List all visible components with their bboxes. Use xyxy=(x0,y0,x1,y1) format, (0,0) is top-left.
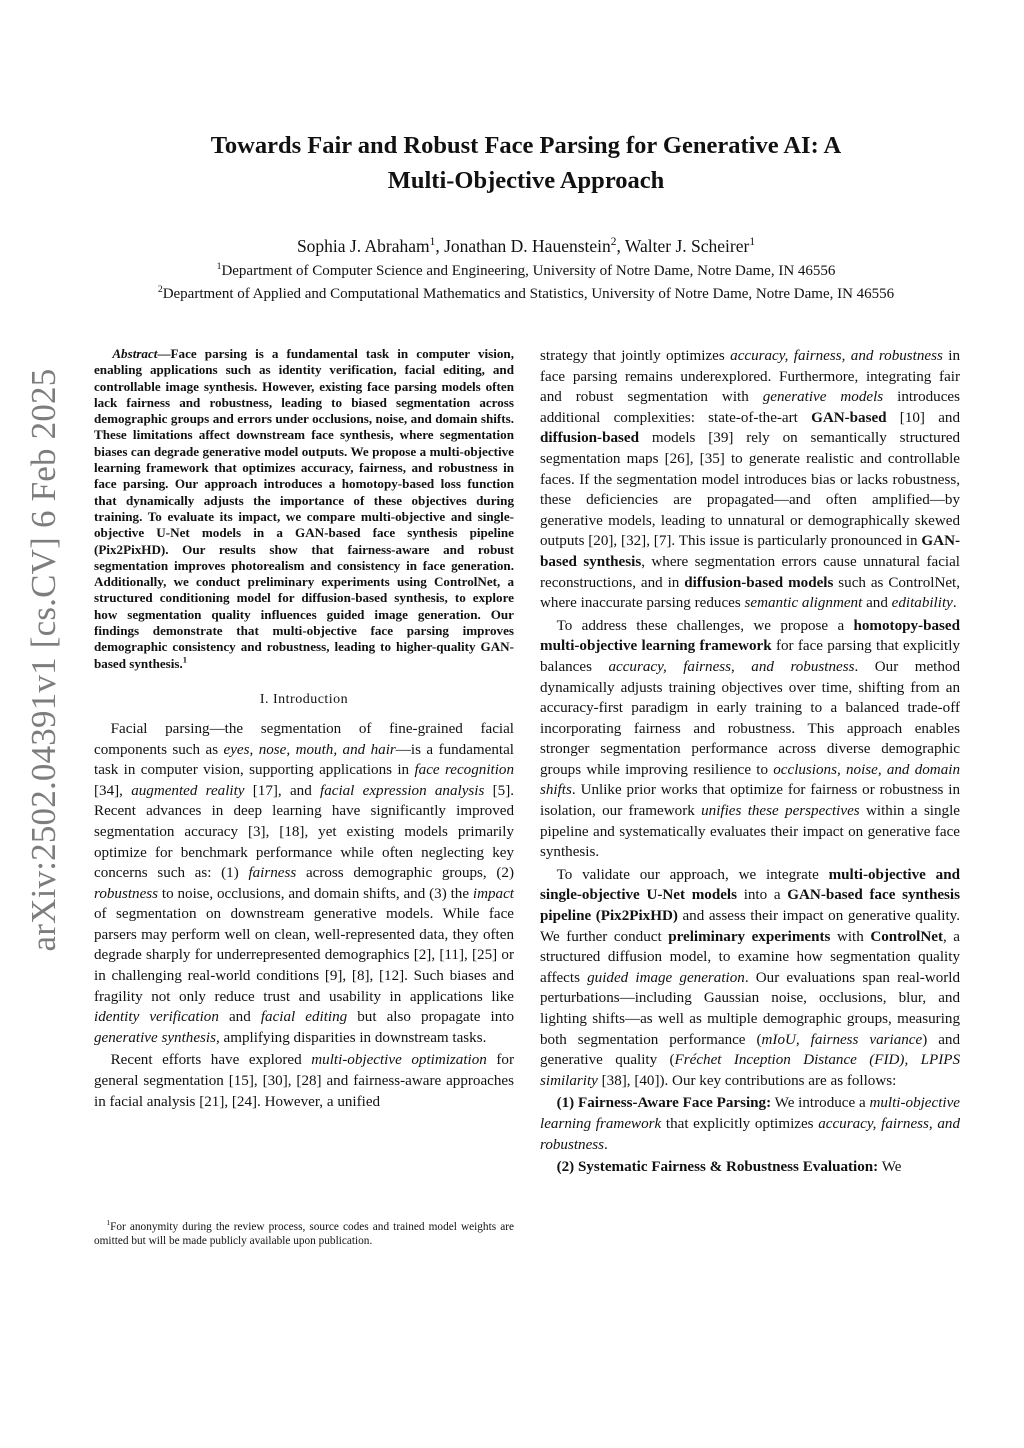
left-column xyxy=(94,346,514,1114)
text-run: . Unlike prior works that optimize for fairness or robustness in isolation, our framework xyxy=(540,782,960,820)
section-heading-introduction: I. Introduction xyxy=(259,691,349,707)
text-run: such as ControlNet, where inaccurate parsing reduces xyxy=(540,574,961,612)
abstract-footnote-mark: 1 xyxy=(182,654,188,665)
text-run: models [39] rely on semantically structured segmentation maps [26], [35] to generate realistic and controllable faces. If the segmentation model introduces bias or lacks robustness, these deficiencies are propagated—and often amplified—by generative models, leading to unnatural or demographically skewed outputs [20], [32], [7]. This issue is particularly pronounced in xyxy=(540,430,960,550)
affiliation-text: Department of Applied and Computational Mathematics and Statistics, University of Notre Dame, Notre Dame, IN 46556 xyxy=(162,286,895,302)
contribution-2 xyxy=(540,1157,960,1178)
text-run: diffusion-based models xyxy=(684,574,834,591)
text-run: GAN-based synthesis xyxy=(540,533,960,570)
text-run: strategy that jointly optimizes xyxy=(540,348,731,364)
intro-paragraph-3 xyxy=(540,346,960,614)
text-run: within a single pipeline and systematically evaluates their impact on generative face synthesis. xyxy=(540,803,960,861)
intro-paragraph-5 xyxy=(540,865,960,1092)
arxiv-stamp-text: arXiv:2502.04391v1 [cs.CV] 6 Feb 2025 xyxy=(24,368,63,952)
text-run: for general segmentation [15], [30], [28] and fairness-aware approaches in facial analysis [21], [24]. However, a unified xyxy=(94,1052,515,1110)
text-run: introduces additional complexities: state-of-the-art xyxy=(540,389,960,426)
intro-paragraph-1 xyxy=(94,719,514,1049)
text-run: and xyxy=(218,1009,261,1026)
title-line-2: Multi-Objective Approach xyxy=(387,167,665,194)
author-separator: , xyxy=(616,236,625,256)
text-run: [38], [40]). Our key contributions are as follows: xyxy=(597,1072,897,1089)
text-run: robustness xyxy=(94,885,159,902)
text-run: GAN-based xyxy=(811,409,887,426)
intro-paragraph-4 xyxy=(540,616,960,863)
text-run: unifies these perspectives xyxy=(701,803,860,820)
text-run: ) and generative quality ( xyxy=(540,1031,961,1069)
contribution-1 xyxy=(540,1093,960,1155)
text-run: GAN-based face synthesis pipeline (Pix2PixHD) xyxy=(540,887,960,925)
text-run: but also propagate into xyxy=(347,1009,515,1026)
text-run: across demographic groups, (2) xyxy=(296,865,514,882)
text-run: to noise, occlusions, and domain shifts, and (3) the xyxy=(158,885,473,902)
affiliation-text: Department of Computer Science and Engineering, University of Notre Dame, Notre Dame, IN 46556 xyxy=(221,263,836,279)
text-run: multi-objective and single-objective U-Net models xyxy=(540,866,960,904)
text-run: preliminary experiments xyxy=(668,928,831,945)
text-run: accuracy, fairness, and robustness xyxy=(730,348,943,364)
text-run: eyes, nose, mouth, and hair xyxy=(223,741,396,758)
footnote-text: For anonymity during the review process, source codes and trained model weights are omitted but will be made publicly available upon publication. xyxy=(94,1221,514,1247)
abstract xyxy=(94,346,514,672)
text-run: diffusion-based xyxy=(540,430,639,447)
affiliation-1 xyxy=(60,263,992,280)
text-run: identity verification xyxy=(94,1009,219,1026)
text-run: accuracy, fairness, and robustness xyxy=(608,658,855,675)
text-run: augmented reality xyxy=(131,782,245,799)
text-run: that explicitly optimizes xyxy=(661,1115,819,1132)
footnote xyxy=(94,1220,514,1248)
text-run: We xyxy=(878,1159,902,1176)
text-run: Fréchet Inception Distance (FID), LPIPS similarity xyxy=(540,1052,960,1089)
text-run: To address these challenges, we propose a xyxy=(556,617,854,634)
text-run: ControlNet xyxy=(870,928,943,945)
abstract-dash: — xyxy=(157,346,171,361)
text-run: multi-objective learning framework xyxy=(540,1095,960,1132)
text-run: . Our evaluations span real-world perturbations—including Gaussian noise, occlusions, blur, and lighting shifts—as well as multiple demographic groups, measuring both segmentation performance ( xyxy=(540,969,961,1048)
text-run: , where segmentation errors cause unnatural facial reconstructions, and in xyxy=(540,553,961,591)
text-run: accuracy, fairness, and robustness xyxy=(540,1115,960,1153)
text-run: into a xyxy=(737,887,788,904)
author-affiliation-mark: 2 xyxy=(610,236,617,249)
text-run: To validate our approach, we integrate xyxy=(556,866,829,883)
footnote-mark: 1 xyxy=(106,1218,111,1228)
right-column xyxy=(540,346,960,1180)
text-run: . xyxy=(952,595,957,612)
text-run: (2) Systematic Fairness & Robustness Evaluation: xyxy=(556,1159,879,1176)
affiliation-mark: 2 xyxy=(157,284,163,295)
text-run: mIoU, fairness variance xyxy=(761,1031,923,1048)
text-run: Recent efforts have explored xyxy=(110,1052,312,1069)
text-run: editability xyxy=(891,595,953,612)
text-run: multi-objective optimization xyxy=(311,1052,487,1069)
author-affiliation-mark: 1 xyxy=(749,236,756,249)
text-run: occlusions, noise, and domain shifts xyxy=(540,761,960,799)
intro-paragraph-2 xyxy=(94,1050,514,1112)
text-run: —is a fundamental task in computer vision, supporting applications in xyxy=(94,741,514,779)
text-run: face recognition xyxy=(414,762,514,779)
text-run: homotopy-based multi-objective learning framework xyxy=(540,617,960,655)
text-run: of segmentation on downstream generative models. While face parsers may perform well on clean, well-represented data, they often degrade sharply for underrepresented demographics [2], [11], [25] or in challenging real-world conditions [9], [8], [12]. Such biases and fragility not only reduce trust and usability in applications like xyxy=(94,906,514,1005)
author-separator: , xyxy=(435,236,445,256)
text-run: generative synthesis xyxy=(94,1029,216,1046)
text-run: We introduce a xyxy=(771,1095,870,1112)
text-run: facial expression analysis xyxy=(320,782,485,799)
affiliation-mark: 1 xyxy=(216,261,222,272)
text-run: in face parsing remains underexplored. Furthermore, integrating fair and robust segmentation with xyxy=(540,348,960,406)
text-run: for face parsing that explicitly balances xyxy=(540,638,960,675)
author-name: Sophia J. Abraham xyxy=(296,236,430,256)
text-run: guided image generation xyxy=(587,969,745,986)
text-run: [5]. Recent advances in deep learning have significantly improved segmentation accuracy [3], [18], yet existing models primarily optimize for benchmark performance while often neglecting key concerns such as: (1) xyxy=(94,782,514,882)
abstract-text: Face parsing is a fundamental task in computer vision, enabling applications such as identity verification, facial editing, and controllable image synthesis. However, existing face parsing models often lack fairness and robustness, leading to biased segmentation across demographic groups and errors under occlusions, noise, and domain shifts. These limitations affect downstream face synthesis, where segmentation biases can degrade generative model outputs. We propose a multi-objective learning framework that optimizes accuracy, fairness, and robustness in face parsing. Our approach introduces a homotopy-based loss function that dynamically adjusts the importance of these objectives during training. To evaluate its impact, we compare multi-objective and single-objective U-Net models in a GAN-based face synthesis pipeline (Pix2PixHD). Our results show that fairness-aware and robust segmentation improves photorealism and consistency in face generation. Additionally, we conduct preliminary experiments using ControlNet, a structured conditioning model for diffusion-based synthesis, to explore how segmentation quality influences guided image generation. Our findings demonstrate that multi-objective face parsing improves demographic consistency and robustness, leading to higher-quality GAN-based synthesis. xyxy=(94,346,514,671)
text-run: with xyxy=(830,928,871,945)
author-list xyxy=(100,236,952,257)
abstract-label xyxy=(112,346,157,361)
author-affiliation-mark: 1 xyxy=(429,236,436,249)
text-run: fairness xyxy=(248,865,297,882)
text-run: . Our method dynamically adjusts training objectives over time, shifting from an accuracy-first paradigm in early training to a balanced trade-off incorporating fairness and robustness. This approach enables stronger segmentation performance across diverse demographic groups while improving resilience to xyxy=(540,658,960,778)
text-run: and xyxy=(862,595,892,612)
author-name: Walter J. Scheirer xyxy=(624,236,750,256)
author-name: Jonathan D. Hauenstein xyxy=(444,236,611,256)
title-line-1: Towards Fair and Robust Face Parsing for Generative AI: A xyxy=(210,132,842,159)
text-run: facial editing xyxy=(260,1009,348,1026)
text-run: (1) Fairness-Aware Face Parsing: xyxy=(556,1095,772,1112)
text-run: [34], xyxy=(94,782,132,799)
paper-title xyxy=(120,128,932,198)
text-run: [17], and xyxy=(244,782,320,799)
text-run: generative models xyxy=(762,389,884,406)
text-run: . xyxy=(604,1136,608,1153)
text-run: Facial parsing—the segmentation of fine-grained facial components such as xyxy=(94,720,514,758)
text-run: and assess their impact on generative quality. We further conduct xyxy=(540,908,960,945)
text-run: semantic alignment xyxy=(744,595,863,612)
abstract-label-text: Abstract xyxy=(112,346,158,361)
affiliation-2 xyxy=(60,286,992,303)
text-run: , amplifying disparities in downstream tasks. xyxy=(215,1029,487,1046)
text-run: impact xyxy=(472,885,514,902)
text-run: , a structured diffusion model, to examine how segmentation quality affects xyxy=(540,928,961,986)
text-run: [10] and xyxy=(886,409,960,426)
